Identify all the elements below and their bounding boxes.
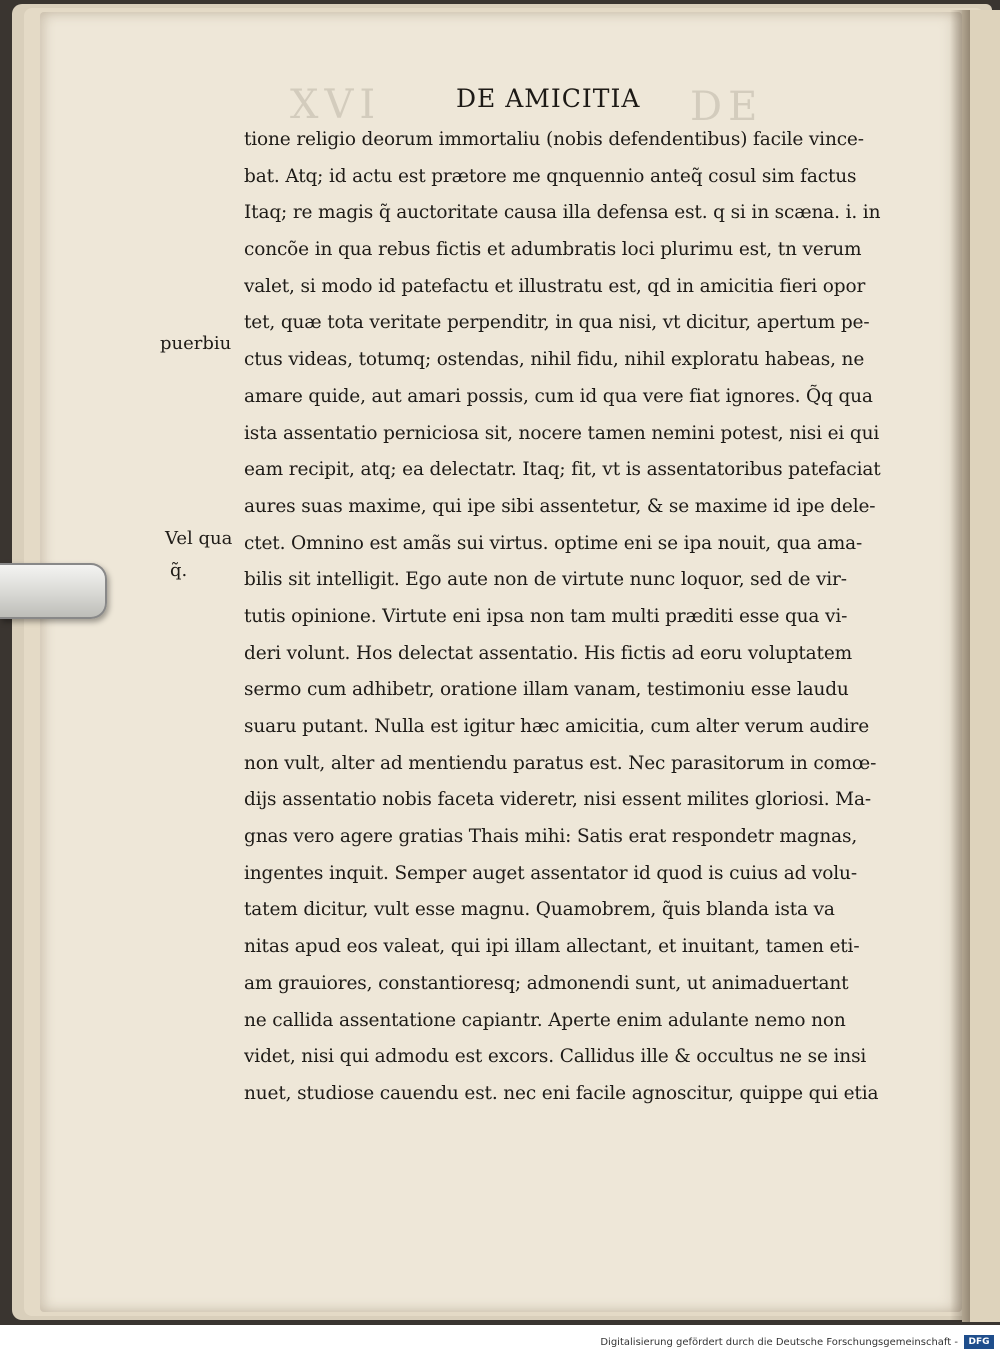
page-clip xyxy=(0,563,107,619)
text-line: suaru putant. Nulla est igitur hæc amicitia, cum alter verum audire xyxy=(244,716,869,737)
text-line: tutis opinione. Virtute eni ipsa non tam multi præditi esse qua vi- xyxy=(244,605,848,627)
spine-shadow xyxy=(950,10,970,1322)
text-line: tet, quæ tota veritate perpenditr, in qua nisi, vt dicitur, apertum pe- xyxy=(244,312,870,334)
dfg-logo: DFG xyxy=(964,1335,994,1349)
funding-credit: Digitalisierung gefördert durch die Deutsche Forschungsgemeinschaft - xyxy=(600,1337,958,1348)
bleed-through-text-left: XVI xyxy=(290,82,382,128)
text-line: sermo cum adhibetr, oratione illam vanam, testimoniu esse laudu xyxy=(244,679,849,701)
text-line: ne callida assentatione capiantr. Aperte enim adulante nemo non xyxy=(244,1009,846,1031)
text-line: concõe in qua rebus fictis et adumbratis loci plurimu est, tn verum xyxy=(244,239,862,261)
footer-bar xyxy=(0,1325,1000,1358)
text-line: nitas apud eos valeat, qui ipi illam allectant, et inuitant, tamen eti- xyxy=(244,936,860,958)
text-line: deri volunt. Hos delectat assentatio. His fictis ad eoru voluptatem xyxy=(244,642,853,664)
text-line: Itaq; re magis q̃ auctoritate causa illa defensa est. q si in scæna. i. in xyxy=(244,202,881,224)
main-text-block xyxy=(244,122,894,1113)
text-line: dijs assentatio nobis faceta videretr, nisi essent milites gloriosi. Ma- xyxy=(244,789,871,811)
text-line: nuet, studiose cauendu est. nec eni facile agnoscitur, quippe qui etia xyxy=(244,1082,879,1104)
text-line: tione religio deorum immortaliu (nobis defendentibus) facile vince- xyxy=(244,129,864,150)
text-line: am grauiores, constantioresq; admonendi sunt, ut animaduertant xyxy=(244,972,849,994)
text-line: non vult, alter ad mentiendu paratus est. Nec parasitorum in comœ- xyxy=(244,752,877,774)
text-line: bilis sit intelligit. Ego aute non de virtute nunc loquor, sed de vir- xyxy=(244,569,847,591)
running-head: DE AMICITIA xyxy=(456,84,641,113)
text-line: ista assentatio perniciosa sit, nocere tamen nemini potest, nisi ei qui xyxy=(244,422,880,444)
text-line: ctet. Omnino est amãs sui virtus. optime eni se ipa nouit, qua ama- xyxy=(244,532,863,554)
text-line: bat. Atq; id actu est prætore me qnquennio anteq̃ cosul sim factus xyxy=(244,165,857,187)
text-line: tatem dicitur, vult esse magnu. Quamobrem, q̃uis blanda ista va xyxy=(244,899,835,921)
text-line: aures suas maxime, qui ipe sibi assentetur, & se maxime id ipe dele- xyxy=(244,495,876,517)
text-line: amare quide, aut amari possis, cum id qua vere fiat ignores. Q̃q qua xyxy=(244,385,873,407)
margin-note-vel: Vel qua xyxy=(165,528,233,549)
bleed-through-text-right: DE xyxy=(690,84,764,130)
text-line: valet, si modo id patefactu et illustratu est, qd in amicitia fieri opor xyxy=(244,275,866,297)
text-line: gnas vero agere gratias Thais mihi: Satis erat respondetr magnas, xyxy=(244,826,858,848)
margin-note-proverb: puerbiu xyxy=(160,333,232,354)
text-line: videt, nisi qui admodu est excors. Callidus ille & occultus ne se insi xyxy=(244,1046,867,1068)
text-line: eam recipit, atq; ea delectatr. Itaq; fit, vt is assentatoribus patefaciat xyxy=(244,459,881,481)
margin-note-quam: q̃. xyxy=(170,560,188,581)
text-line: ctus videas, totumq; ostendas, nihil fidu, nihil exploratu habeas, ne xyxy=(244,349,865,371)
text-line: ingentes inquit. Semper auget assentator id quod is cuius ad volu- xyxy=(244,862,857,884)
